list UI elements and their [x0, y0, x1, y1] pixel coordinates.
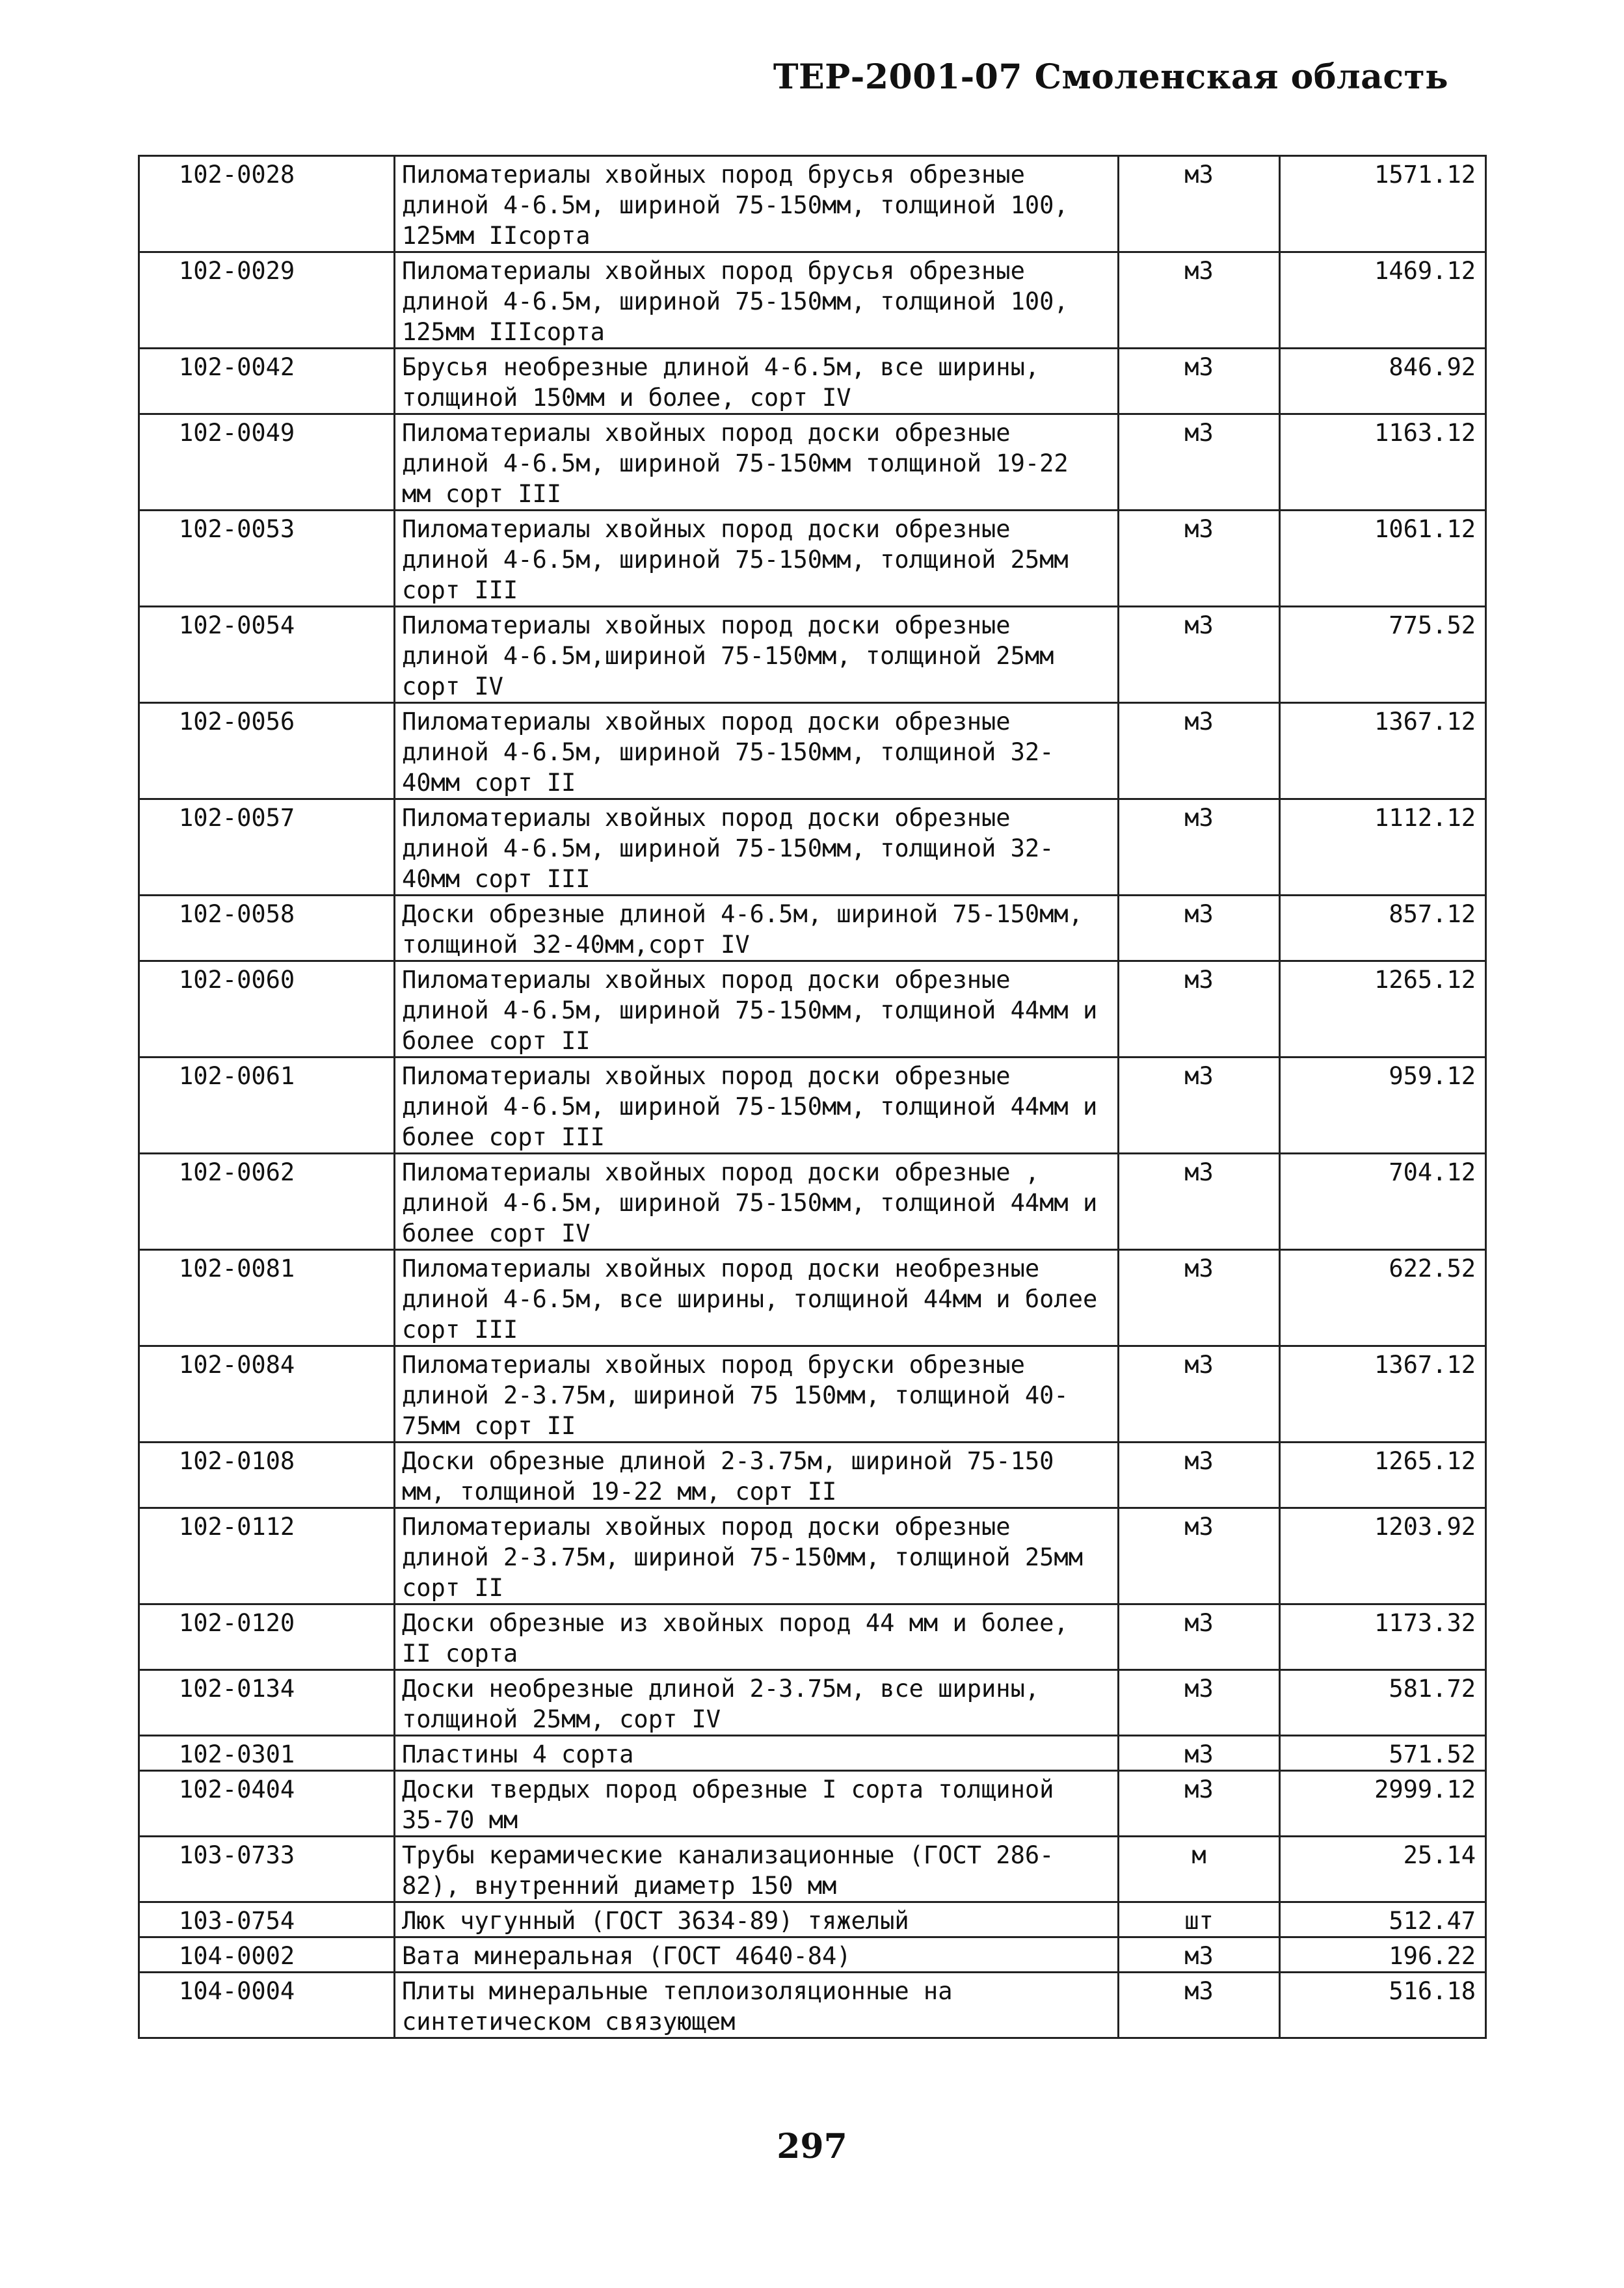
description-cell: Пиломатериалы хвойных пород доски обрезные длиной 2-3.75м, шириной 75-150мм, толщиной 25мм сорт II — [395, 1508, 1119, 1604]
description-cell: Пиломатериалы хвойных пород доски необрезные длиной 4-6.5м, все ширины, толщиной 44мм и более сорт III — [395, 1250, 1119, 1346]
price-cell: 1112.12 — [1280, 799, 1486, 896]
unit-cell: м3 — [1119, 1771, 1280, 1837]
unit-cell: м3 — [1119, 1736, 1280, 1771]
description-cell: Пиломатериалы хвойных пород брусья обрезные длиной 4-6.5м, шириной 75-150мм, толщиной 100, 125мм IIIсорта — [395, 252, 1119, 349]
resource-code-cell: 102-0056 — [139, 703, 395, 799]
description-cell: Пиломатериалы хвойных пород доски обрезные длиной 4-6.5м, шириной 75-150мм, толщиной 25мм сорт III — [395, 511, 1119, 607]
table-row — [139, 1346, 1486, 1443]
resource-code-cell: 103-0754 — [139, 1902, 395, 1937]
resource-code-cell: 102-0058 — [139, 896, 395, 961]
table-row — [139, 1902, 1486, 1937]
price-cell: 571.52 — [1280, 1736, 1486, 1771]
table-row — [139, 799, 1486, 896]
resource-code-cell: 102-0049 — [139, 414, 395, 511]
resource-code-cell: 102-0057 — [139, 799, 395, 896]
table-row — [139, 703, 1486, 799]
resource-code-cell: 102-0404 — [139, 1771, 395, 1837]
resource-code-cell: 102-0053 — [139, 511, 395, 607]
resource-code-cell: 102-0081 — [139, 1250, 395, 1346]
table-row — [139, 961, 1486, 1058]
table-row — [139, 1670, 1486, 1736]
table-row — [139, 1443, 1486, 1508]
price-cell: 1061.12 — [1280, 511, 1486, 607]
price-cell: 846.92 — [1280, 349, 1486, 414]
description-cell: Пиломатериалы хвойных пород доски обрезные длиной 4-6.5м, шириной 75-150мм, толщиной 44мм и более сорт III — [395, 1058, 1119, 1154]
table-row — [139, 1837, 1486, 1902]
price-cell: 1163.12 — [1280, 414, 1486, 511]
table-row — [139, 1937, 1486, 1973]
table-row — [139, 607, 1486, 703]
price-cell: 1469.12 — [1280, 252, 1486, 349]
price-cell: 857.12 — [1280, 896, 1486, 961]
table-row — [139, 252, 1486, 349]
price-cell: 704.12 — [1280, 1154, 1486, 1250]
unit-cell: м — [1119, 1837, 1280, 1902]
price-cell: 1265.12 — [1280, 1443, 1486, 1508]
resource-code-cell: 102-0301 — [139, 1736, 395, 1771]
unit-cell: м3 — [1119, 961, 1280, 1058]
price-cell: 959.12 — [1280, 1058, 1486, 1154]
table-row — [139, 511, 1486, 607]
price-cell: 25.14 — [1280, 1837, 1486, 1902]
description-cell: Доски обрезные длиной 2-3.75м, шириной 75-150 мм, толщиной 19-22 мм, сорт II — [395, 1443, 1119, 1508]
table-row — [139, 156, 1486, 252]
description-cell: Пиломатериалы хвойных пород доски обрезные длиной 4-6.5м, шириной 75-150мм толщиной 19-22 мм сорт III — [395, 414, 1119, 511]
resource-code-cell: 102-0042 — [139, 349, 395, 414]
unit-cell: м3 — [1119, 1937, 1280, 1973]
resource-code-cell: 102-0054 — [139, 607, 395, 703]
price-cell: 581.72 — [1280, 1670, 1486, 1736]
page-number: 297 — [777, 2127, 847, 2166]
table-row — [139, 1154, 1486, 1250]
unit-cell: м3 — [1119, 1973, 1280, 2038]
price-table — [138, 155, 1487, 2039]
table-row — [139, 1250, 1486, 1346]
description-cell: Вата минеральная (ГОСТ 4640-84) — [395, 1937, 1119, 1973]
table-row — [139, 1771, 1486, 1837]
unit-cell: м3 — [1119, 1154, 1280, 1250]
price-cell: 2999.12 — [1280, 1771, 1486, 1837]
table-row — [139, 1736, 1486, 1771]
resource-code-cell: 102-0134 — [139, 1670, 395, 1736]
table-row — [139, 1508, 1486, 1604]
unit-cell: м3 — [1119, 1508, 1280, 1604]
description-cell: Доски необрезные длиной 2-3.75м, все ширины, толщиной 25мм, сорт IV — [395, 1670, 1119, 1736]
unit-cell: м3 — [1119, 156, 1280, 252]
unit-cell: м3 — [1119, 1604, 1280, 1670]
description-cell: Плиты минеральные теплоизоляционные на синтетическом связующем — [395, 1973, 1119, 2038]
price-cell: 196.22 — [1280, 1937, 1486, 1973]
price-cell: 1265.12 — [1280, 961, 1486, 1058]
table-row — [139, 349, 1486, 414]
resource-code-cell: 102-0084 — [139, 1346, 395, 1443]
document-header: ТЕР-2001-07 Смоленская область — [773, 57, 1448, 97]
price-cell: 516.18 — [1280, 1973, 1486, 2038]
description-cell: Доски обрезные длиной 4-6.5м, шириной 75-150мм, толщиной 32-40мм,сорт IV — [395, 896, 1119, 961]
unit-cell: м3 — [1119, 1058, 1280, 1154]
price-cell: 1203.92 — [1280, 1508, 1486, 1604]
description-cell: Пиломатериалы хвойных пород доски обрезные длиной 4-6.5м, шириной 75-150мм, толщиной 32-40мм сорт III — [395, 799, 1119, 896]
unit-cell: шт — [1119, 1902, 1280, 1937]
description-cell: Доски твердых пород обрезные I сорта толщиной 35-70 мм — [395, 1771, 1119, 1837]
resource-code-cell: 102-0028 — [139, 156, 395, 252]
price-cell: 1173.32 — [1280, 1604, 1486, 1670]
price-table-body — [139, 156, 1486, 2038]
table-row — [139, 1973, 1486, 2038]
table-row — [139, 1604, 1486, 1670]
resource-code-cell: 104-0002 — [139, 1937, 395, 1973]
description-cell: Пиломатериалы хвойных пород доски обрезные , длиной 4-6.5м, шириной 75-150мм, толщиной 44мм и более сорт IV — [395, 1154, 1119, 1250]
unit-cell: м3 — [1119, 1670, 1280, 1736]
table-row — [139, 414, 1486, 511]
resource-code-cell: 102-0061 — [139, 1058, 395, 1154]
resource-code-cell: 103-0733 — [139, 1837, 395, 1902]
description-cell: Пластины 4 сорта — [395, 1736, 1119, 1771]
unit-cell: м3 — [1119, 252, 1280, 349]
price-cell: 1571.12 — [1280, 156, 1486, 252]
table-row — [139, 1058, 1486, 1154]
description-cell: Брусья необрезные длиной 4-6.5м, все ширины, толщиной 150мм и более, сорт IV — [395, 349, 1119, 414]
unit-cell: м3 — [1119, 1250, 1280, 1346]
description-cell: Доски обрезные из хвойных пород 44 мм и более, II сорта — [395, 1604, 1119, 1670]
price-cell: 1367.12 — [1280, 1346, 1486, 1443]
unit-cell: м3 — [1119, 1443, 1280, 1508]
price-cell: 622.52 — [1280, 1250, 1486, 1346]
unit-cell: м3 — [1119, 1346, 1280, 1443]
description-cell: Пиломатериалы хвойных пород доски обрезные длиной 4-6.5м, шириной 75-150мм, толщиной 32-40мм сорт II — [395, 703, 1119, 799]
resource-code-cell: 102-0062 — [139, 1154, 395, 1250]
resource-code-cell: 104-0004 — [139, 1973, 395, 2038]
price-cell: 775.52 — [1280, 607, 1486, 703]
resource-code-cell: 102-0029 — [139, 252, 395, 349]
price-cell: 512.47 — [1280, 1902, 1486, 1937]
description-cell: Пиломатериалы хвойных пород брусья обрезные длиной 4-6.5м, шириной 75-150мм, толщиной 100, 125мм IIсорта — [395, 156, 1119, 252]
unit-cell: м3 — [1119, 703, 1280, 799]
unit-cell: м3 — [1119, 414, 1280, 511]
unit-cell: м3 — [1119, 607, 1280, 703]
table-row — [139, 896, 1486, 961]
unit-cell: м3 — [1119, 349, 1280, 414]
description-cell: Пиломатериалы хвойных пород бруски обрезные длиной 2-3.75м, шириной 75 150мм, толщиной 40-75мм сорт II — [395, 1346, 1119, 1443]
price-cell: 1367.12 — [1280, 703, 1486, 799]
resource-code-cell: 102-0060 — [139, 961, 395, 1058]
description-cell: Трубы керамические канализационные (ГОСТ 286-82), внутренний диаметр 150 мм — [395, 1837, 1119, 1902]
resource-code-cell: 102-0120 — [139, 1604, 395, 1670]
resource-code-cell: 102-0112 — [139, 1508, 395, 1604]
unit-cell: м3 — [1119, 511, 1280, 607]
description-cell: Люк чугунный (ГОСТ 3634-89) тяжелый — [395, 1902, 1119, 1937]
unit-cell: м3 — [1119, 896, 1280, 961]
description-cell: Пиломатериалы хвойных пород доски обрезные длиной 4-6.5м,шириной 75-150мм, толщиной 25мм сорт IV — [395, 607, 1119, 703]
unit-cell: м3 — [1119, 799, 1280, 896]
resource-code-cell: 102-0108 — [139, 1443, 395, 1508]
description-cell: Пиломатериалы хвойных пород доски обрезные длиной 4-6.5м, шириной 75-150мм, толщиной 44мм и более сорт II — [395, 961, 1119, 1058]
